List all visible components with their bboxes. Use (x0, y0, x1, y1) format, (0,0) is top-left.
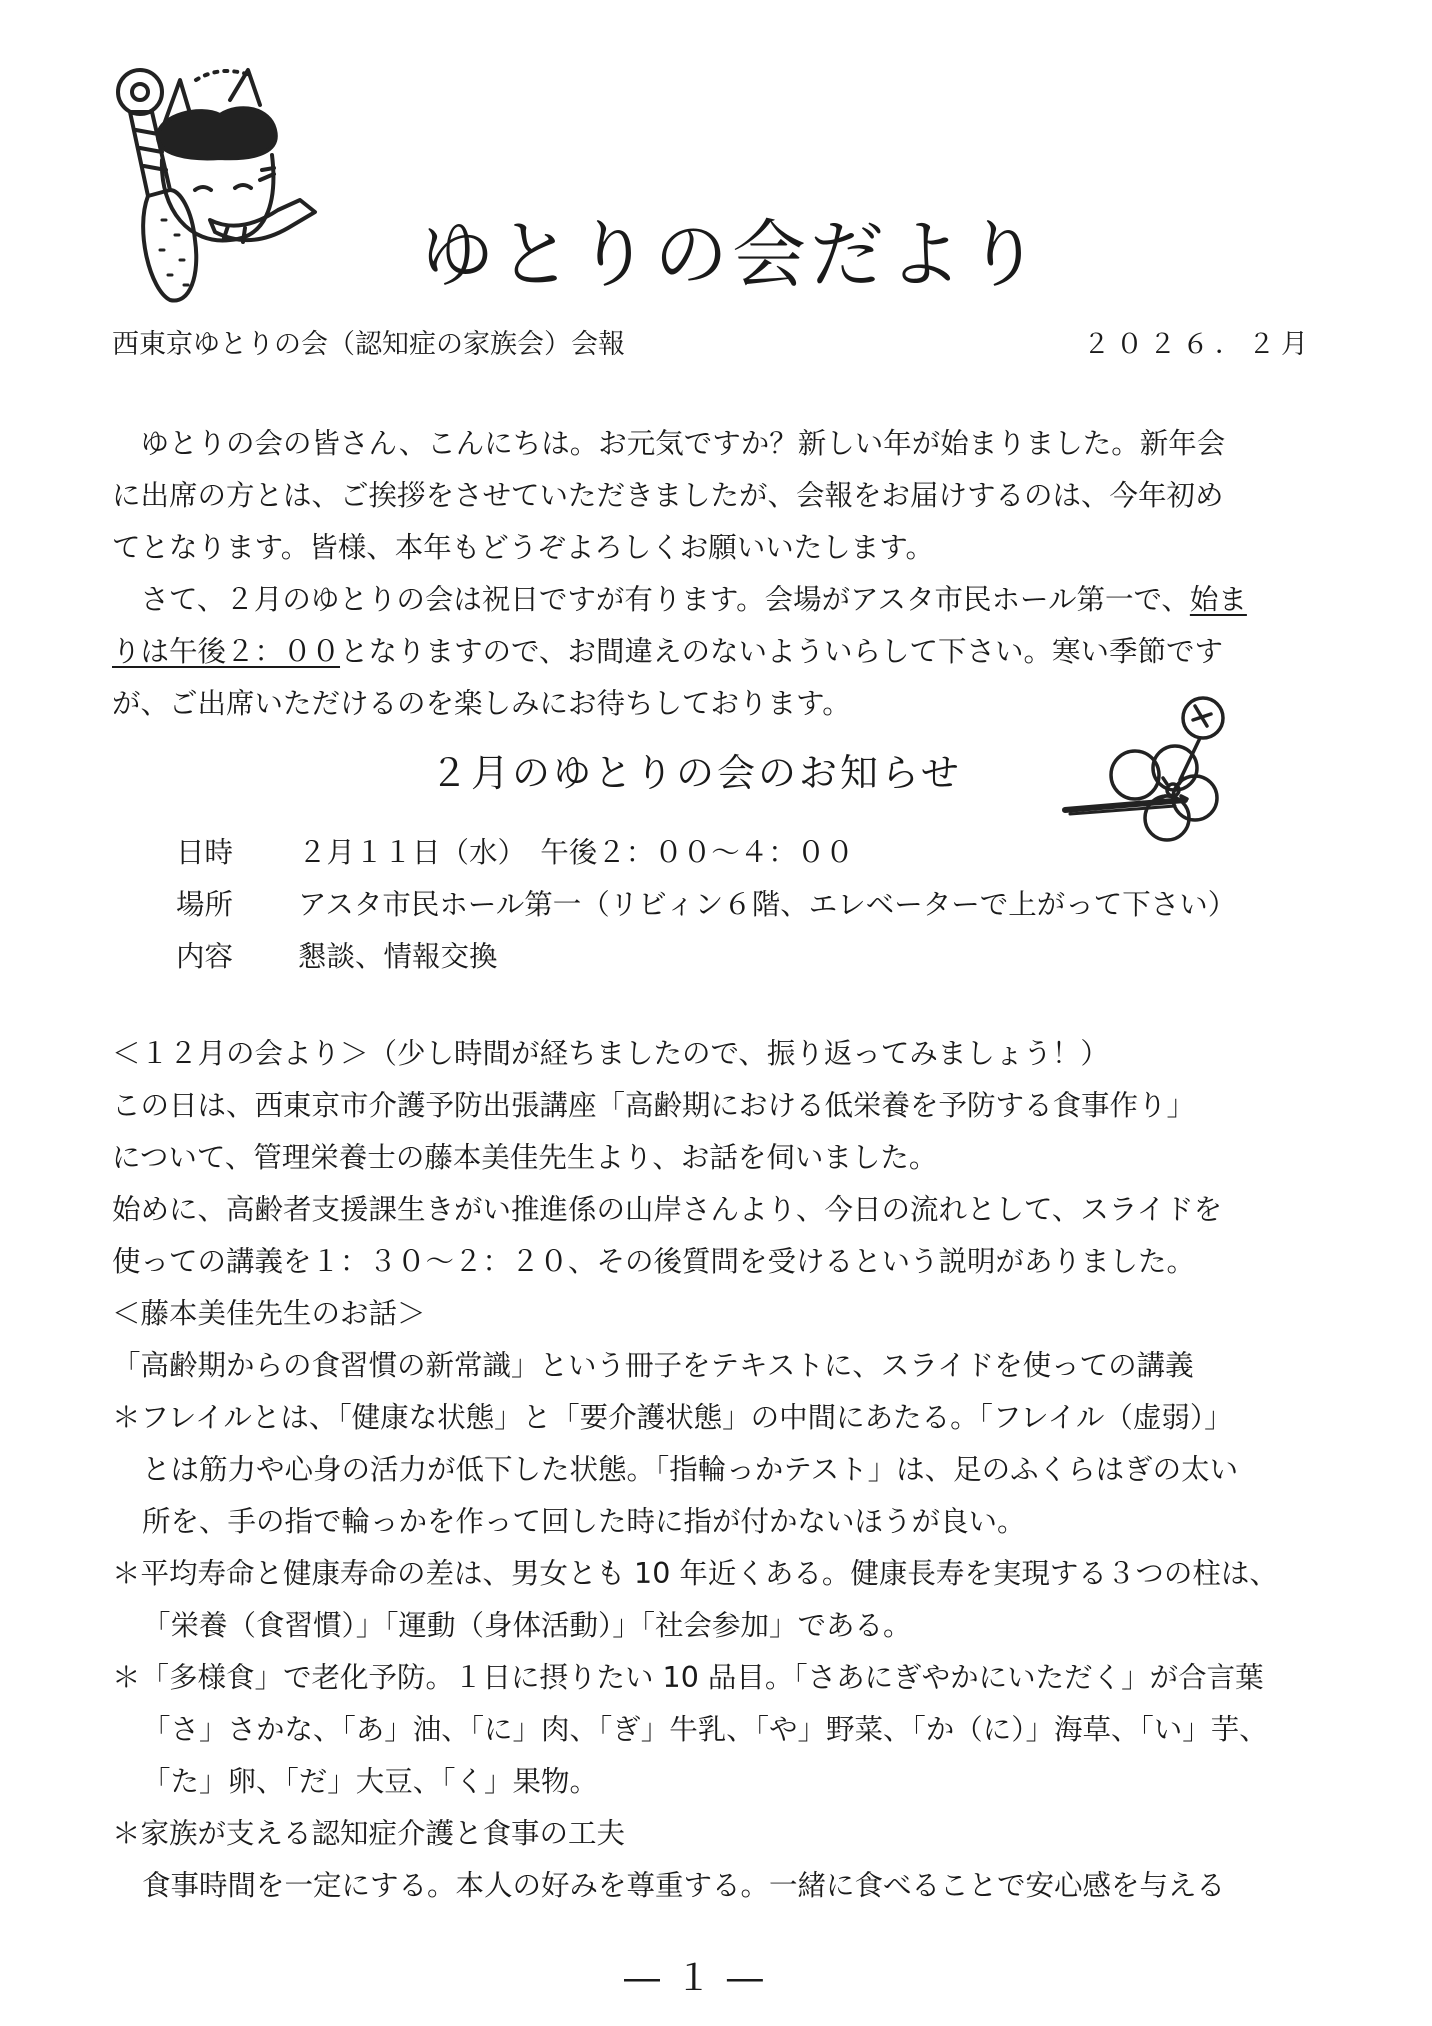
bullet-line: ＊フレイルとは、「健康な状態」と「要介護状態」の中間にあたる。「フレイル（虚弱）」 (112, 1401, 1233, 1434)
bullet-line: ＊「多様食」で老化予防。１日に摂りたい 10 品目。「さあにぎやかにいただく」が合言葉 (112, 1661, 1264, 1694)
issue-date: ２０２６．２月 (1083, 329, 1314, 360)
plum-blossom-illustration (1055, 680, 1245, 850)
report-line: について、管理栄養士の藤本美佳先生より、お話を伺いました。 (112, 1141, 938, 1174)
notice-title: ２月のゆとりの会のお知らせ (430, 751, 962, 795)
bullet-line: とは筋力や心身の活力が低下した状態。「指輪っかテスト」は、足のふくらはぎの太い (142, 1453, 1239, 1486)
intro-text: となりますので、お間違えのないよういらして下さい。寒い季節です (340, 635, 1223, 668)
notice-row-place (176, 882, 1236, 923)
intro-line: に出席の方とは、ご挨拶をさせていただきましたが、会報をお届けするのは、今年初め (112, 479, 1224, 512)
december-report (112, 1028, 1327, 1912)
bullet-line: 所を、手の指で輪っかを作って回した時に指が付かないほうが良い。 (142, 1505, 1026, 1538)
bullet-line: 「さ」さかな、「あ」油、「に」肉、「ぎ」牛乳、「や」野菜、「か（に）」海草、「い」芋、 (142, 1713, 1268, 1746)
notice-label: 場所 (176, 888, 234, 921)
notice-value: 懇談、情報交換 (298, 940, 498, 973)
intro-line: てとなります。皆様、本年もどうぞよろしくお願いいたします。 (112, 531, 934, 564)
report-line: 「高齢期からの食習慣の新常識」という冊子をテキストに、スライドを使っての講義 (112, 1349, 1194, 1382)
report-line: 始めに、高齢者支援課生きがい推進係の山岸さんより、今日の流れとして、スライドを (112, 1193, 1223, 1226)
newsletter-subhead: 西東京ゆとりの会（認知症の家族会）会報 (112, 329, 625, 360)
underlined-start-time: 始ま (1189, 583, 1247, 616)
page-number: ― １ ― (624, 1958, 765, 1999)
report-line: ＜藤本美佳先生のお話＞ (112, 1297, 426, 1330)
bullet-line: ＊平均寿命と健康寿命の差は、男女とも 10 年近くある。健康長寿を実現する３つの柱は、 (112, 1557, 1278, 1590)
report-line: 使っての講義を１：３０～２：２０、その後質問を受けるという説明がありました。 (112, 1245, 1196, 1278)
notice-row-content (176, 934, 498, 975)
intro-line (112, 626, 1327, 678)
intro-text: さて、２月のゆとりの会は祝日ですが有ります。会場がアスタ市民ホール第一で、 (112, 583, 1190, 616)
notice-label: 日時 (176, 836, 234, 869)
oni-illustration (100, 60, 345, 320)
notice-value: ２月１１日（水） 午後２：００～４：００ (298, 836, 854, 869)
notice-row-datetime (176, 830, 854, 871)
bullet-line: ＊家族が支える認知症介護と食事の工夫 (112, 1817, 626, 1850)
intro-line: ゆとりの会の皆さん、こんにちは。お元気ですか？新しい年が始まりました。新年会 (112, 427, 1226, 460)
bullet-line: 「栄養（食習慣）」「運動（身体活動）」「社会参加」である。 (142, 1609, 912, 1642)
underlined-start-time: りは午後２：００ (112, 635, 341, 668)
report-line: この日は、西東京市介護予防出張講座「高齢期における低栄養を予防する食事作り」 (112, 1089, 1196, 1122)
notice-value: アスタ市民ホール第一（リビィン６階、エレベーターで上がって下さい） (298, 888, 1237, 921)
notice-label: 内容 (176, 940, 234, 973)
bullet-line: 「た」卵、「だ」大豆、「く」果物。 (142, 1765, 599, 1798)
report-line: ＜１２月の会より＞（少し時間が経ちましたので、振り返ってみましょう！） (112, 1037, 1109, 1070)
bullet-line: 食事時間を一定にする。本人の好みを尊重する。一緒に食べることで安心感を与える (142, 1869, 1226, 1902)
intro-line: が、ご出席いただけるのを楽しみにお待ちしております。 (112, 687, 851, 720)
intro-line (112, 574, 1327, 626)
newsletter-title: ゆとりの会だより (420, 212, 1044, 298)
